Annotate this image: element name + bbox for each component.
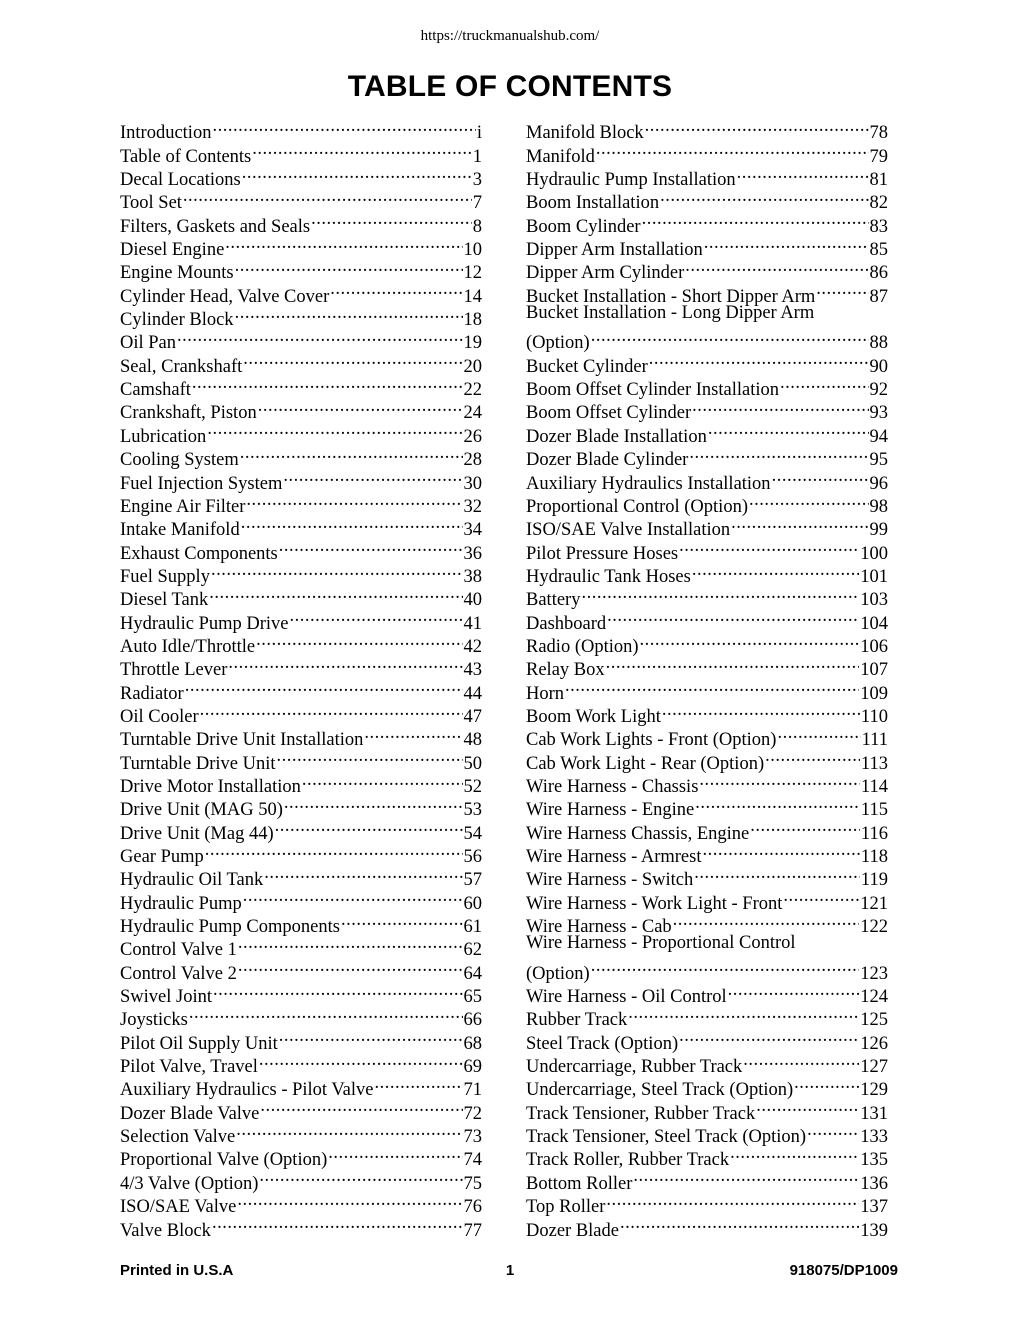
toc-entry-page: 103 <box>860 590 888 611</box>
toc-entry-page: 71 <box>463 1080 482 1101</box>
toc-entry-page: 94 <box>869 426 888 447</box>
toc-entry-title: Boom Cylinder <box>526 216 641 237</box>
toc-entry-page: 136 <box>860 1173 888 1194</box>
toc-column-left <box>120 115 482 1241</box>
toc-leader-dots <box>212 115 475 138</box>
toc-entry-page: 22 <box>463 380 482 401</box>
toc-leader-dots <box>207 418 462 441</box>
toc-entry-title: Joysticks <box>120 1010 188 1031</box>
toc-entry-page: 62 <box>463 940 482 961</box>
toc-entry-title: Undercarriage, Rubber Track <box>526 1057 743 1078</box>
toc-entry-page: 113 <box>860 753 888 774</box>
toc-leader-dots <box>660 185 868 208</box>
toc-leader-dots <box>200 699 463 722</box>
toc-entry-page: 101 <box>860 566 888 587</box>
toc-entry-title: (Option) <box>526 333 590 354</box>
toc-entry-title: Control Valve 2 <box>120 963 237 984</box>
toc-entry-page: 26 <box>463 426 482 447</box>
toc-entry-page: 118 <box>860 847 888 867</box>
toc-entry-page: 56 <box>463 847 482 867</box>
toc-entry-title: Wire Harness - Cab <box>526 917 672 938</box>
toc-leader-dots <box>185 675 463 698</box>
toc-leader-dots <box>192 372 463 395</box>
toc-entry-page: 96 <box>869 473 888 494</box>
toc-entry-page: 43 <box>463 660 482 681</box>
toc-leader-dots <box>662 699 860 722</box>
toc-leader-dots <box>737 162 869 185</box>
toc-entry-page: 42 <box>463 636 482 657</box>
toc-entry-page: 47 <box>463 706 482 727</box>
toc-entry-page: 74 <box>463 1150 482 1171</box>
toc-leader-dots <box>640 629 860 652</box>
toc-leader-dots <box>259 1049 463 1072</box>
toc-entry-title: Pilot Oil Supply Unit <box>120 1033 278 1054</box>
toc-entry-page: 139 <box>860 1220 888 1241</box>
toc-entry-page: 44 <box>463 683 482 704</box>
toc-entry-title: Throttle Lever <box>120 660 228 681</box>
toc-leader-dots <box>225 232 462 255</box>
toc-entry-title: Top Roller <box>526 1197 606 1218</box>
toc-leader-dots <box>743 1049 859 1072</box>
toc-entry-page: 127 <box>860 1057 888 1078</box>
toc-leader-dots <box>596 138 869 161</box>
toc-entry-page: 34 <box>463 520 482 541</box>
toc-leader-dots <box>290 605 463 628</box>
toc-entry-title: Boom Offset Cylinder <box>526 403 692 424</box>
toc-entry-page: 19 <box>463 333 482 354</box>
toc-leader-dots <box>689 442 868 465</box>
toc-column-right <box>526 115 888 1241</box>
toc-entry-page: 75 <box>463 1173 482 1194</box>
toc-entry-title: Dozer Blade Installation <box>526 426 707 447</box>
toc-leader-dots <box>279 535 463 558</box>
toc-entry-page: 82 <box>869 193 888 214</box>
toc-entry-page: 1 <box>472 146 482 167</box>
toc-leader-dots <box>328 1142 462 1165</box>
toc-entry-title: Wire Harness Chassis, Engine <box>526 823 750 844</box>
toc-entry-page: 131 <box>860 1103 888 1124</box>
toc-entry-title: Wire Harness - Proportional Control <box>526 933 796 954</box>
toc-entry-page: 99 <box>869 520 888 541</box>
toc-entry-title: Control Valve 1 <box>120 940 237 961</box>
toc-entry-title: Auxiliary Hydraulics Installation <box>526 473 771 494</box>
toc-entry-title: Hydraulic Tank Hoses <box>526 566 691 587</box>
toc-entry-page: 66 <box>463 1010 482 1031</box>
toc-leader-dots <box>772 465 869 488</box>
toc-entry-page: 57 <box>463 870 482 891</box>
toc-leader-dots <box>750 815 860 838</box>
toc-leader-dots <box>699 769 860 792</box>
footer-page-number: 1 <box>505 1262 515 1279</box>
toc-entry-title: Wire Harness - Work Light - Front <box>526 893 783 914</box>
toc-entry-title: Dozer Blade <box>526 1220 619 1241</box>
toc-entry-page: 28 <box>463 450 482 471</box>
toc-entry-page: 93 <box>869 403 888 424</box>
toc-entry-title: ISO/SAE Valve Installation <box>526 520 731 541</box>
toc-leader-dots <box>633 1165 859 1188</box>
toc-entry-title: Pilot Pressure Hoses <box>526 543 679 564</box>
toc-leader-dots <box>731 512 868 535</box>
toc-entry-title: Wire Harness - Switch <box>526 870 694 891</box>
toc-leader-dots <box>228 652 462 675</box>
toc-entry-title: Wire Harness - Chassis <box>526 776 699 797</box>
toc-leader-dots <box>692 395 868 418</box>
toc-entry-title: Dozer Blade Cylinder <box>526 450 689 471</box>
toc-entry-page: 125 <box>860 1010 888 1031</box>
toc-leader-dots <box>209 582 462 605</box>
toc-entry-title: Track Tensioner, Steel Track (Option) <box>526 1127 807 1148</box>
toc-entry-title: 4/3 Valve (Option) <box>120 1173 259 1194</box>
toc-entry-title: Relay Box <box>526 660 605 681</box>
toc-entry-title: Steel Track (Option) <box>526 1033 679 1054</box>
toc-entry-title: Dashboard <box>526 613 607 634</box>
toc-entry-page: 109 <box>860 683 888 704</box>
toc-entry-page: 123 <box>860 963 888 984</box>
toc-leader-dots <box>581 582 859 605</box>
toc-entry-title: Swivel Joint <box>120 987 212 1008</box>
toc-leader-dots <box>275 815 463 838</box>
toc-leader-dots <box>284 792 463 815</box>
toc-entry-title: Proportional Valve (Option) <box>120 1150 328 1171</box>
toc-entry-page: 86 <box>869 263 888 284</box>
toc-entry-title: Gear Pump <box>120 847 204 867</box>
toc-leader-dots <box>777 722 860 745</box>
toc-leader-dots <box>330 278 462 301</box>
toc-entry-title: Auto Idle/Throttle <box>120 636 256 657</box>
toc-entry-page: 53 <box>463 800 482 821</box>
toc-entry-page: 121 <box>860 893 888 914</box>
toc-entry-title: Dozer Blade Valve <box>120 1103 260 1124</box>
toc-entry-page: 40 <box>463 590 482 611</box>
toc-entry-title: Oil Pan <box>120 333 177 354</box>
toc-entry <box>526 325 888 354</box>
toc-entry-title: Lubrication <box>120 426 207 447</box>
toc-leader-dots <box>258 395 463 418</box>
toc-entry-title: Crankshaft, Piston <box>120 403 257 424</box>
toc-entry-title: Camshaft <box>120 380 191 401</box>
toc-leader-dots <box>235 302 463 325</box>
toc-entry-title: Radiator <box>120 683 184 704</box>
toc-leader-dots <box>591 325 869 348</box>
toc-entry-title: ISO/SAE Valve <box>120 1197 237 1218</box>
toc-entry-title: Intake Manifold <box>120 520 240 541</box>
toc-entry <box>526 675 888 704</box>
toc-entry-title: Manifold <box>526 146 595 167</box>
toc-entry-title: Wire Harness - Engine <box>526 800 695 821</box>
toc-leader-dots <box>283 465 462 488</box>
toc-entry-title: Bucket Installation - Long Dipper Arm <box>526 302 815 323</box>
toc-leader-dots <box>242 162 472 185</box>
toc-leader-dots <box>213 979 463 1002</box>
toc-leader-dots <box>260 1095 462 1118</box>
toc-entry-title: Pilot Valve, Travel <box>120 1057 258 1078</box>
toc-leader-dots <box>235 255 463 278</box>
toc-entry <box>526 115 888 144</box>
toc-leader-dots <box>708 418 869 441</box>
toc-entry-page: 77 <box>463 1220 482 1241</box>
toc-leader-dots <box>695 792 860 815</box>
toc-entry-title: Filters, Gaskets and Seals <box>120 216 311 237</box>
toc-leader-dots <box>591 955 860 978</box>
toc-entry-title: Horn <box>526 683 565 704</box>
toc-leader-dots <box>679 535 859 558</box>
toc-leader-dots <box>374 1072 462 1095</box>
toc-entry-page: 98 <box>869 496 888 517</box>
toc-entry-page: 3 <box>472 170 482 191</box>
toc-entry-page: 107 <box>860 660 888 681</box>
toc-leader-dots <box>237 1189 462 1212</box>
toc-entry-title: Seal, Crankshaft <box>120 356 243 377</box>
toc-entry-page: 116 <box>860 823 888 844</box>
toc-entry-title: Radio (Option) <box>526 636 639 657</box>
toc-entry-title: Boom Installation <box>526 193 660 214</box>
toc-entry-title: Auxiliary Hydraulics - Pilot Valve <box>120 1080 374 1101</box>
toc-entry-page: 104 <box>860 613 888 634</box>
toc-entry-title: (Option) <box>526 963 590 984</box>
toc-entry-title: Hydraulic Pump <box>120 893 242 914</box>
toc-entry-page: 88 <box>869 333 888 354</box>
toc-entry <box>526 302 888 325</box>
toc-entry-page: 24 <box>463 403 482 424</box>
toc-entry-page: 78 <box>869 123 888 144</box>
toc-entry-title: Track Tensioner, Rubber Track <box>526 1103 756 1124</box>
toc-leader-dots <box>642 208 869 231</box>
toc-entry-page: 30 <box>463 473 482 494</box>
toc-leader-dots <box>645 115 869 138</box>
toc-entry-title: Dipper Arm Cylinder <box>526 263 685 284</box>
toc-entry-page: 133 <box>860 1127 888 1148</box>
toc-leader-dots <box>679 1025 859 1048</box>
toc-entry-title: Cab Work Lights - Front (Option) <box>526 730 777 751</box>
toc-entry-page: 18 <box>463 310 482 331</box>
toc-leader-dots <box>243 348 462 371</box>
toc-entry-page: 73 <box>463 1127 482 1148</box>
toc-leader-dots <box>606 1189 859 1212</box>
toc-leader-dots <box>241 512 463 535</box>
toc-leader-dots <box>606 652 860 675</box>
toc-entry-title: Battery <box>526 590 581 611</box>
toc-leader-dots <box>607 605 859 628</box>
toc-entry-title: Manifold Block <box>526 123 644 144</box>
toc-entry-title: Proportional Control (Option) <box>526 496 748 517</box>
toc-entry-title: Tool Set <box>120 193 182 214</box>
toc-entry-page: 52 <box>463 776 482 797</box>
toc-leader-dots <box>783 885 859 908</box>
toc-leader-dots <box>807 1119 859 1142</box>
toc-leader-dots <box>264 862 462 885</box>
toc-entry-title: Exhaust Components <box>120 543 278 564</box>
toc-entry-page: 64 <box>463 963 482 984</box>
toc-leader-dots <box>364 722 462 745</box>
toc-leader-dots <box>756 1095 859 1118</box>
toc-entry-page: 119 <box>860 870 888 891</box>
toc-entry-page: 111 <box>861 730 888 751</box>
toc-entry-page: 95 <box>869 450 888 471</box>
toc-leader-dots <box>177 325 462 348</box>
toc-leader-dots <box>704 232 869 255</box>
toc-leader-dots <box>794 1072 859 1095</box>
toc-entry-title: Drive Unit (Mag 44) <box>120 823 274 844</box>
toc-entry-page: 50 <box>463 753 482 774</box>
toc-entry-page: 41 <box>463 613 482 634</box>
toc-entry-title: Introduction <box>120 123 212 144</box>
toc-entry-title: Diesel Tank <box>120 590 209 611</box>
toc-entry-page: 92 <box>869 380 888 401</box>
toc-entry-page: 85 <box>869 240 888 261</box>
toc-leader-dots <box>620 1212 859 1235</box>
toc-leader-dots <box>730 1142 859 1165</box>
toc-leader-dots <box>252 138 471 161</box>
toc-leader-dots <box>243 885 463 908</box>
toc-entry-page: 60 <box>463 893 482 914</box>
toc-entry-title: Fuel Supply <box>120 566 210 587</box>
toc-entry-page: 72 <box>463 1103 482 1124</box>
toc-leader-dots <box>692 559 859 582</box>
toc-entry-title: Turntable Drive Unit Installation <box>120 730 364 751</box>
toc-leader-dots <box>256 629 462 652</box>
toc-entry-page: 115 <box>860 800 888 821</box>
toc-entry-page: 110 <box>860 706 888 727</box>
toc-entry-page: 14 <box>463 286 482 307</box>
toc-entry-title: Hydraulic Pump Installation <box>526 170 736 191</box>
toc-leader-dots <box>236 1119 462 1142</box>
toc-entry-page: 129 <box>860 1080 888 1101</box>
toc-leader-dots <box>211 559 463 582</box>
toc-leader-dots <box>702 839 859 862</box>
toc-entry-page: 83 <box>869 216 888 237</box>
toc-entry-title: Cylinder Head, Valve Cover <box>120 286 330 307</box>
toc-leader-dots <box>259 1165 462 1188</box>
toc-entry-page: 76 <box>463 1197 482 1218</box>
toc-entry-title: Turntable Drive Unit <box>120 753 276 774</box>
toc-entry <box>526 699 888 727</box>
toc-entry-page: 124 <box>860 987 888 1008</box>
toc-leader-dots <box>780 372 869 395</box>
toc-entry-page: 81 <box>869 170 888 191</box>
toc-entry-page: 12 <box>463 263 482 284</box>
toc-entry-page: 114 <box>860 776 888 797</box>
toc-entry <box>526 955 888 984</box>
toc-entry-title: Cab Work Light - Rear (Option) <box>526 753 765 774</box>
page-title: TABLE OF CONTENTS <box>347 70 673 103</box>
toc-entry-page: 90 <box>869 356 888 377</box>
toc-entry-page: 137 <box>860 1197 888 1218</box>
toc-entry-title: Diesel Engine <box>120 240 225 261</box>
toc-entry-page: 87 <box>869 286 888 307</box>
toc-entry-title: Bottom Roller <box>526 1173 633 1194</box>
toc-entry-title: Bucket Cylinder <box>526 356 648 377</box>
toc-entry-title: Track Roller, Rubber Track <box>526 1150 730 1171</box>
toc-leader-dots <box>240 442 463 465</box>
toc-entry-title: Drive Motor Installation <box>120 776 301 797</box>
toc-leader-dots <box>341 909 463 932</box>
toc-entry-title: Undercarriage, Steel Track (Option) <box>526 1080 794 1101</box>
toc-entry-title: Hydraulic Pump Components <box>120 917 340 938</box>
toc-entry-page: 61 <box>463 917 482 938</box>
toc-leader-dots <box>302 769 463 792</box>
toc-entry-page: 7 <box>472 193 482 214</box>
toc-entry <box>120 115 482 144</box>
toc-entry-title: Wire Harness - Oil Control <box>526 987 727 1008</box>
toc-leader-dots <box>749 489 869 512</box>
toc-leader-dots <box>816 278 868 301</box>
toc-entry-title: Fuel Injection System <box>120 473 283 494</box>
toc-leader-dots <box>277 745 463 768</box>
toc-entry-title: Dipper Arm Installation <box>526 240 703 261</box>
toc-entry-page: 54 <box>463 823 482 844</box>
toc-entry-title: Selection Valve <box>120 1127 236 1148</box>
toc-leader-dots <box>694 862 860 885</box>
toc-entry-page: 20 <box>463 356 482 377</box>
toc-entry-page: 65 <box>463 987 482 1008</box>
toc-leader-dots <box>189 1002 463 1025</box>
toc-entry-page: 32 <box>463 496 482 517</box>
toc-entry-page: 106 <box>860 636 888 657</box>
toc-entry-page: 10 <box>463 240 482 261</box>
toc-entry-title: Valve Block <box>120 1220 211 1241</box>
toc-leader-dots <box>765 745 860 768</box>
toc-leader-dots <box>673 909 860 932</box>
toc-leader-dots <box>183 185 472 208</box>
toc-entry-title: Engine Air Filter <box>120 496 246 517</box>
toc-leader-dots <box>628 1002 859 1025</box>
footer-printed: Printed in U.S.A <box>120 1262 234 1279</box>
toc-leader-dots <box>238 955 463 978</box>
toc-entry-title: Drive Unit (MAG 50) <box>120 800 283 821</box>
toc-entry-page: 68 <box>463 1033 482 1054</box>
toc-entry-page: 126 <box>860 1033 888 1054</box>
toc-leader-dots <box>238 932 463 955</box>
toc-entry-title: Rubber Track <box>526 1010 628 1031</box>
toc-entry-title: Wire Harness - Armrest <box>526 847 702 867</box>
toc-entry-page: 122 <box>860 917 888 938</box>
toc-entry-page: 38 <box>463 566 482 587</box>
toc-entry-page: i <box>476 123 482 144</box>
header-url: https://truckmanualshub.com/ <box>420 28 600 44</box>
toc-entry-title: Decal Locations <box>120 170 241 191</box>
toc-entry-page: 36 <box>463 543 482 564</box>
toc-entry-title: Boom Work Light <box>526 706 661 727</box>
toc-leader-dots <box>212 1212 463 1235</box>
toc-entry-title: Table of Contents <box>120 146 252 167</box>
toc-leader-dots <box>685 255 868 278</box>
footer-doc-id: 918075/DP1009 <box>789 1262 898 1279</box>
toc-entry <box>526 932 888 955</box>
toc-entry-title: Oil Cooler <box>120 706 199 727</box>
toc-leader-dots <box>205 839 463 862</box>
toc-entry-page: 48 <box>463 730 482 751</box>
toc-entry-page: 100 <box>860 543 888 564</box>
toc-leader-dots <box>728 979 860 1002</box>
toc-entry-title: Cylinder Block <box>120 310 234 331</box>
toc-leader-dots <box>311 208 472 231</box>
toc-entry-title: Bucket Installation - Short Dipper Arm <box>526 286 816 307</box>
toc-entry-title: Hydraulic Pump Drive <box>120 613 289 634</box>
toc-entry-title: Boom Offset Cylinder Installation <box>526 380 779 401</box>
toc-entry-title: Cooling System <box>120 450 239 471</box>
toc-entry-page: 8 <box>472 216 482 237</box>
toc-entry-title: Engine Mounts <box>120 263 234 284</box>
toc-leader-dots <box>279 1025 463 1048</box>
toc-entry-page: 79 <box>869 146 888 167</box>
toc-entry-page: 69 <box>463 1057 482 1078</box>
toc-entry-page: 135 <box>860 1150 888 1171</box>
toc-leader-dots <box>565 675 859 698</box>
toc-entry-title: Hydraulic Oil Tank <box>120 870 264 891</box>
toc-leader-dots <box>649 348 869 371</box>
toc-leader-dots <box>246 489 462 512</box>
